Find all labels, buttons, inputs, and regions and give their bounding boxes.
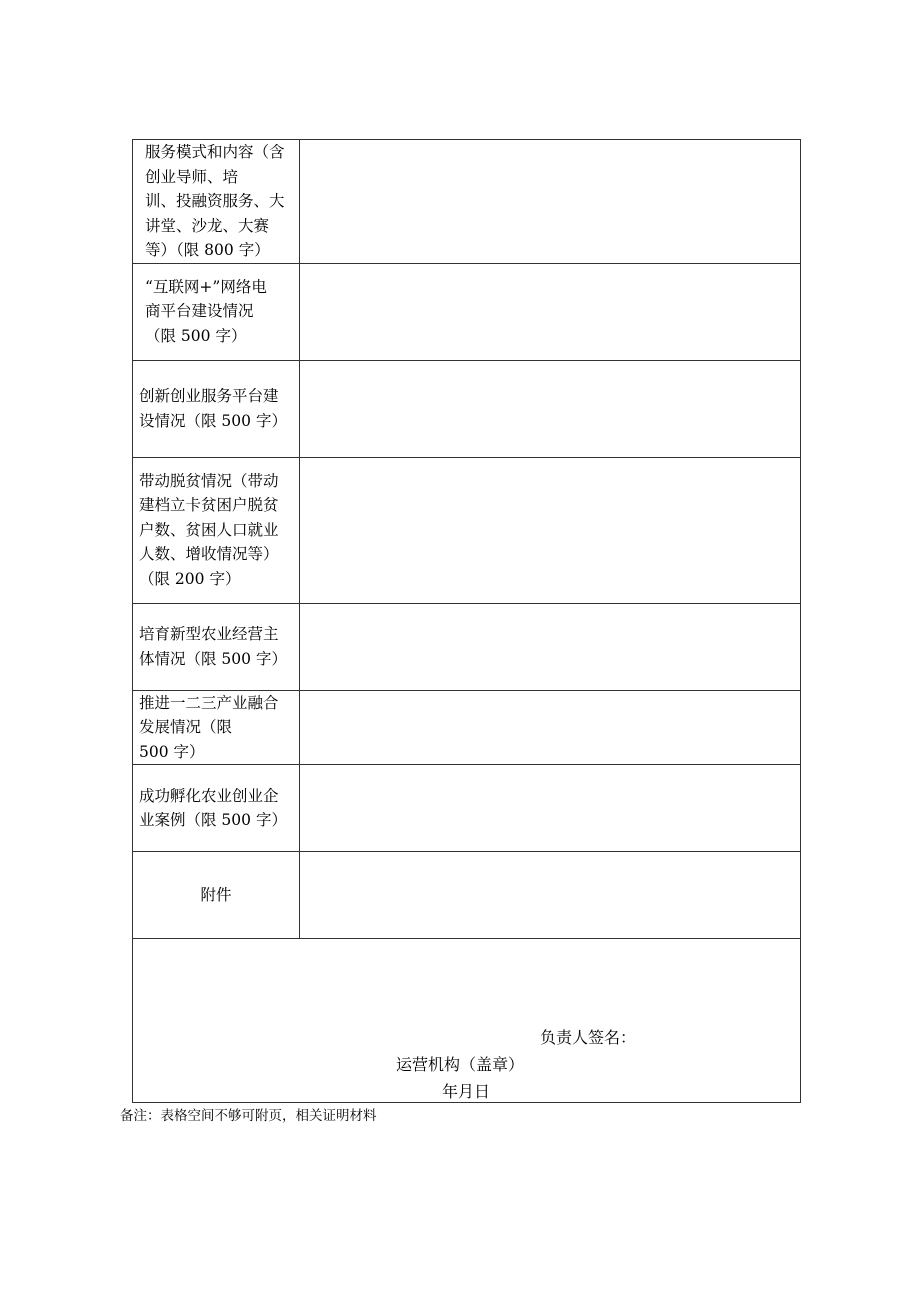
row-label-cell [133,765,300,852]
row-signature [133,939,801,1103]
row-poverty-alleviation [133,457,801,603]
row-incubation-cases [133,765,801,852]
row-label: 服务模式和内容（含 创业导师、培 训、投融资服务、大 讲堂、沙龙、大赛 等）（限 800 字） [145,143,285,259]
row-label: 培育新型农业经营主 体情况（限 500 字） [139,625,287,668]
row-label-cell [133,690,300,765]
row-value-field[interactable] [300,852,801,939]
row-label-cell [133,263,300,360]
operating-agency-seal-label: 运营机构（盖章） [396,1055,525,1074]
row-attachments [133,852,801,939]
row-label-cell [133,852,300,939]
row-value-field[interactable] [300,360,801,457]
row-innovation-platform [133,360,801,457]
signature-area [133,939,801,1103]
row-service-mode [133,140,801,264]
responsible-person-signature-label: 负责人签名： [540,1028,637,1047]
row-value-field[interactable] [300,457,801,603]
date-label: 年月日 [442,1082,491,1101]
row-industry-integration [133,690,801,765]
row-label-cell [133,360,300,457]
row-new-agri-entities [133,603,801,690]
row-label: 创新创业服务平台建 设情况（限 500 字） [139,387,287,430]
row-value-field[interactable] [300,690,801,765]
row-label-cell [133,140,300,264]
row-label: 推进一二三产业融合 发展情况（限 500 字） [139,693,279,761]
footnote: 备注：表格空间不够可附页，相关证明材料 [120,1108,377,1124]
row-value-field[interactable] [300,263,801,360]
row-label: “互联网+”网络电 商平台建设情况 （限 500 字） [145,277,267,345]
row-label: 带动脱贫情况（带动 建档立卡贫困户脱贫 户数、贫困人口就业 人数、增收情况等） （限 200 字） [139,471,279,588]
row-internet-plus-platform [133,263,801,360]
row-value-field[interactable] [300,140,801,264]
row-value-field[interactable] [300,765,801,852]
row-value-field[interactable] [300,603,801,690]
row-label-cell [133,603,300,690]
row-label-cell [133,457,300,603]
row-label: 成功孵化农业创业企 业案例（限 500 字） [139,786,287,829]
row-label: 附件 [200,885,232,904]
application-form-table [132,139,801,1103]
